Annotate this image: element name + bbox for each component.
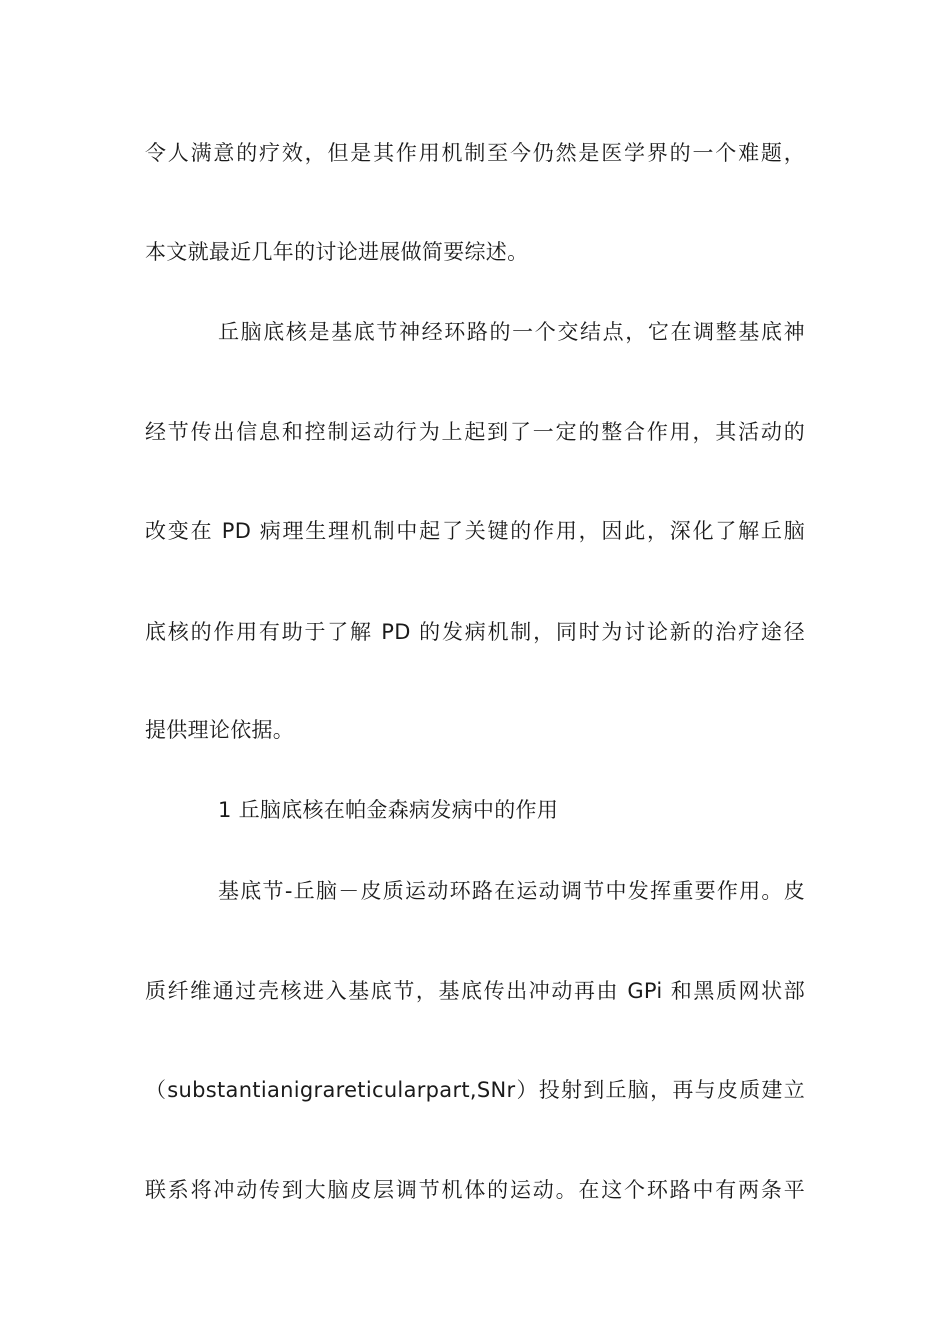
paragraph-line: 质纤维通过壳核进入基底节，基底传出冲动再由 GPi 和黑质网状部 [145,979,805,1003]
paragraph-line: （substantianigrareticularpart,SNr）投射到丘脑，再与皮质建立 [145,1078,805,1102]
paragraph-line: 底核的作用有助于了解 PD 的发病机制，同时为讨论新的治疗途径 [145,620,805,644]
section-heading: 1 丘脑底核在帕金森病发病中的作用 [218,798,559,822]
paragraph-line: 联系将冲动传到大脑皮层调节机体的运动。在这个环路中有两条平 [145,1178,805,1202]
paragraph-line: 本文就最近几年的讨论进展做简要综述。 [145,240,529,264]
paragraph-line: 基底节-丘脑－皮质运动环路在运动调节中发挥重要作用。皮 [218,879,805,903]
paragraph-line: 经节传出信息和控制运动行为上起到了一定的整合作用，其活动的 [145,420,805,444]
paragraph-line: 令人满意的疗效，但是其作用机制至今仍然是医学界的一个难题， [145,141,805,165]
paragraph-line: 丘脑底核是基底节神经环路的一个交结点，它在调整基底神 [218,320,805,344]
paragraph-line: 提供理论依据。 [145,718,295,742]
paragraph-line: 改变在 PD 病理生理机制中起了关键的作用，因此，深化了解丘脑 [145,519,805,543]
